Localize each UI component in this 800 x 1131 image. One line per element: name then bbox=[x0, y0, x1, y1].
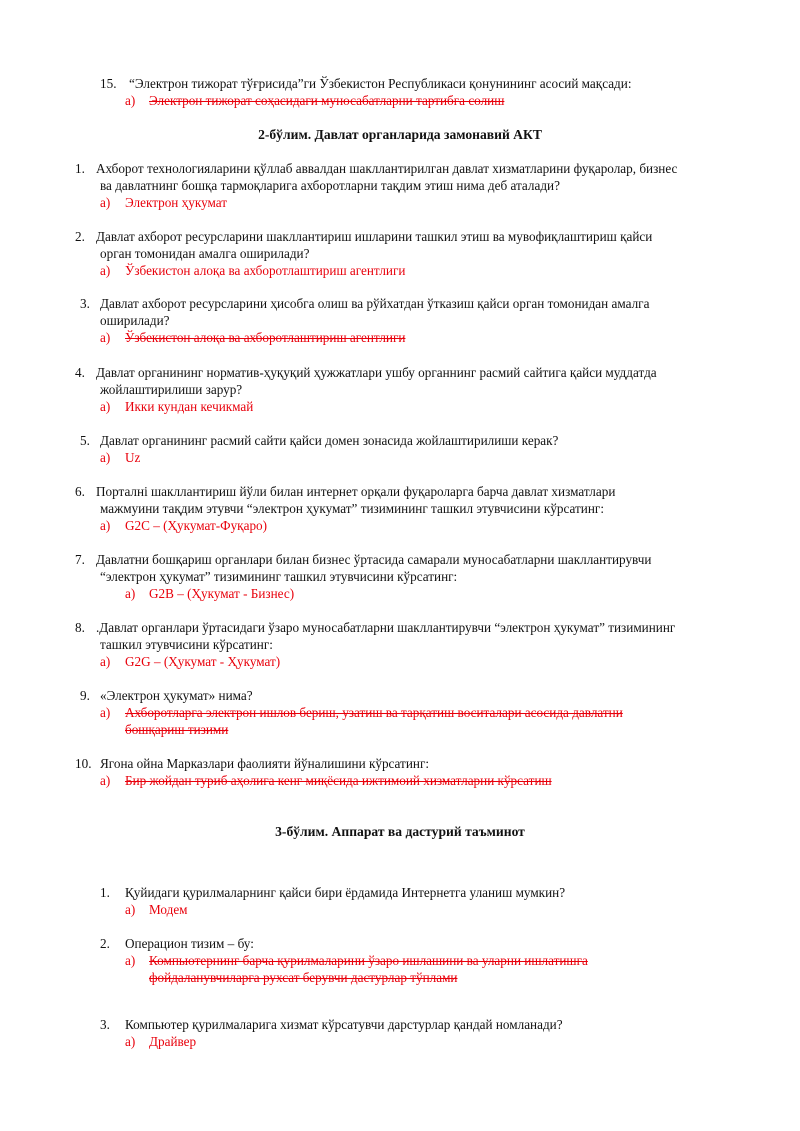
answer-letter: а) bbox=[100, 399, 111, 414]
answer-letter: а) bbox=[125, 902, 136, 917]
question-number: 4. bbox=[75, 365, 85, 380]
answer-text: G2G – (Ҳукумат - Ҳукумат) bbox=[125, 654, 281, 669]
question-text: Давлатни бошқариш органлари билан бизнес ўртасида самарали муносабатларни шакллантирувчи bbox=[96, 552, 652, 567]
question-text: жойлаштирилиши зарур? bbox=[100, 382, 243, 397]
answer-text: Электрон ҳукумат bbox=[125, 195, 228, 210]
answer-letter: а) bbox=[100, 654, 111, 669]
question-text: оширилади? bbox=[100, 313, 170, 328]
answer-letter: а) bbox=[100, 263, 111, 278]
question-number: 15. bbox=[100, 76, 117, 91]
question-text: “электрон ҳукумат” тизимининг ташкил этувчисини кўрсатинг: bbox=[100, 569, 458, 584]
answer-letter: а) bbox=[100, 773, 111, 788]
question-text: Ахборот технологияларини қўллаб аввалдан шакллантирилган давлат хизматларини фуқаролар, бизнес bbox=[96, 161, 678, 176]
answer-text: фойдаланувчиларга рухсат берувчи дастурлар тўплами bbox=[149, 970, 458, 985]
answer-letter: а) bbox=[100, 330, 111, 345]
answer-text: Ўзбекистон алоқа ва ахборотлаштириш агентлиги bbox=[125, 263, 406, 278]
question-number: 9. bbox=[80, 688, 90, 703]
answer-text: Бир жойдан туриб аҳолига кенг миқёсида ижтимоий хизматларни кўрсатиш bbox=[125, 773, 552, 788]
question-text: “Электрон тижорат тўғрисида”ги Ўзбекистон Республикаси қонунининг асосий мақсади: bbox=[129, 76, 632, 91]
question-text: ташкил этувчисини кўрсатинг: bbox=[100, 637, 273, 652]
section-heading: 3-бўлим. Аппарат ва дастурий таъминот bbox=[275, 824, 525, 839]
question-number: 3. bbox=[80, 296, 90, 311]
answer-letter: а) bbox=[100, 450, 111, 465]
question-text: Давлат ахборот ресурсларини шакллантириш ишларини ташкил этиш ва мувофиқлаштириш қайси bbox=[96, 229, 653, 244]
question-text: Компьютер қурилмаларига хизмат кўрсатувчи дарстурлар қандай номланади? bbox=[125, 1017, 563, 1032]
question-number: 8. bbox=[75, 620, 85, 635]
answer-letter: а) bbox=[100, 195, 111, 210]
question-number: 2. bbox=[100, 936, 110, 951]
question-number: 3. bbox=[100, 1017, 110, 1032]
answer-text: Компьютернинг барча қурилмаларини ўзаро ишлашини ва уларни ишлатишга bbox=[149, 953, 588, 968]
question-number: 7. bbox=[75, 552, 85, 567]
question-text: Операцион тизим – бу: bbox=[125, 936, 254, 951]
answer-text: Электрон тижорат соҳасидаги муносабатларни тартибга солиш bbox=[149, 93, 505, 108]
section-heading: 2-бўлим. Давлат органларида замонавий АКТ bbox=[258, 127, 542, 142]
answer-text: бошқариш тизими bbox=[125, 722, 229, 737]
answer-letter: а) bbox=[125, 93, 136, 108]
answer-text: Икки кундан кечикмай bbox=[125, 399, 254, 414]
answer-text: G2С – (Ҳукумат-Фуқаро) bbox=[125, 518, 268, 533]
question-text: Ягона ойна Марказлари фаолияти йўналишини кўрсатинг: bbox=[100, 756, 430, 771]
answer-text: Ахборотларга электрон ишлов бериш, узатиш ва тарқатиш воситалари асосида давлатни bbox=[125, 705, 623, 720]
question-text: .Давлат органлари ўртасидаги ўзаро муносабатларни шакллантирувчи “электрон ҳукумат” тизимининг bbox=[96, 620, 676, 635]
answer-letter: а) bbox=[100, 705, 111, 720]
answer-text: Модем bbox=[149, 902, 188, 917]
question-text: «Электрон ҳукумат» нима? bbox=[100, 688, 253, 703]
answer-text: Uz bbox=[125, 450, 141, 465]
question-number: 1. bbox=[75, 161, 85, 176]
answer-text: Ўзбекистон алоқа ва ахборотлаштириш агентлиги bbox=[125, 330, 406, 345]
question-number: 6. bbox=[75, 484, 85, 499]
question-text: Қуйидаги қурилмаларнинг қайси бири ёрдамида Интернетга уланиш мумкин? bbox=[125, 885, 566, 900]
question-number: 2. bbox=[75, 229, 85, 244]
question-number: 5. bbox=[80, 433, 90, 448]
question-text: Порталнi шакллантириш йўли билан интернет орқали фуқароларга барча давлат хизматлари bbox=[96, 484, 616, 499]
question-text: мажмуини тақдим этувчи “электрон ҳукумат” тизимининг ташкил этувчисини кўрсатинг: bbox=[100, 501, 604, 516]
answer-letter: а) bbox=[100, 518, 111, 533]
question-text: орган томонидан амалга оширилади? bbox=[100, 246, 310, 261]
question-text: Давлат органининг норматив-ҳуқуқий ҳужжатлари ушбу органнинг расмий сайтига қайси муддатда bbox=[96, 365, 657, 380]
question-text: Давлат органининг расмий сайти қайси домен зонасида жойлаштирилиши керак? bbox=[100, 433, 559, 448]
question-text: Давлат ахборот ресурсларини ҳисобга олиш ва рўйхатдан ўтказиш қайси орган томонидан амалга bbox=[100, 296, 650, 311]
answer-letter: а) bbox=[125, 586, 136, 601]
question-number: 10. bbox=[75, 756, 92, 771]
answer-letter: а) bbox=[125, 953, 136, 968]
answer-text: Драйвер bbox=[149, 1034, 197, 1049]
answer-letter: а) bbox=[125, 1034, 136, 1049]
question-number: 1. bbox=[100, 885, 110, 900]
answer-text: G2B – (Ҳукумат - Бизнес) bbox=[149, 586, 295, 601]
question-text: ва давлатнинг бошқа тармоқларига ахборотларни тақдим этиш нима деб аталади? bbox=[100, 178, 560, 193]
